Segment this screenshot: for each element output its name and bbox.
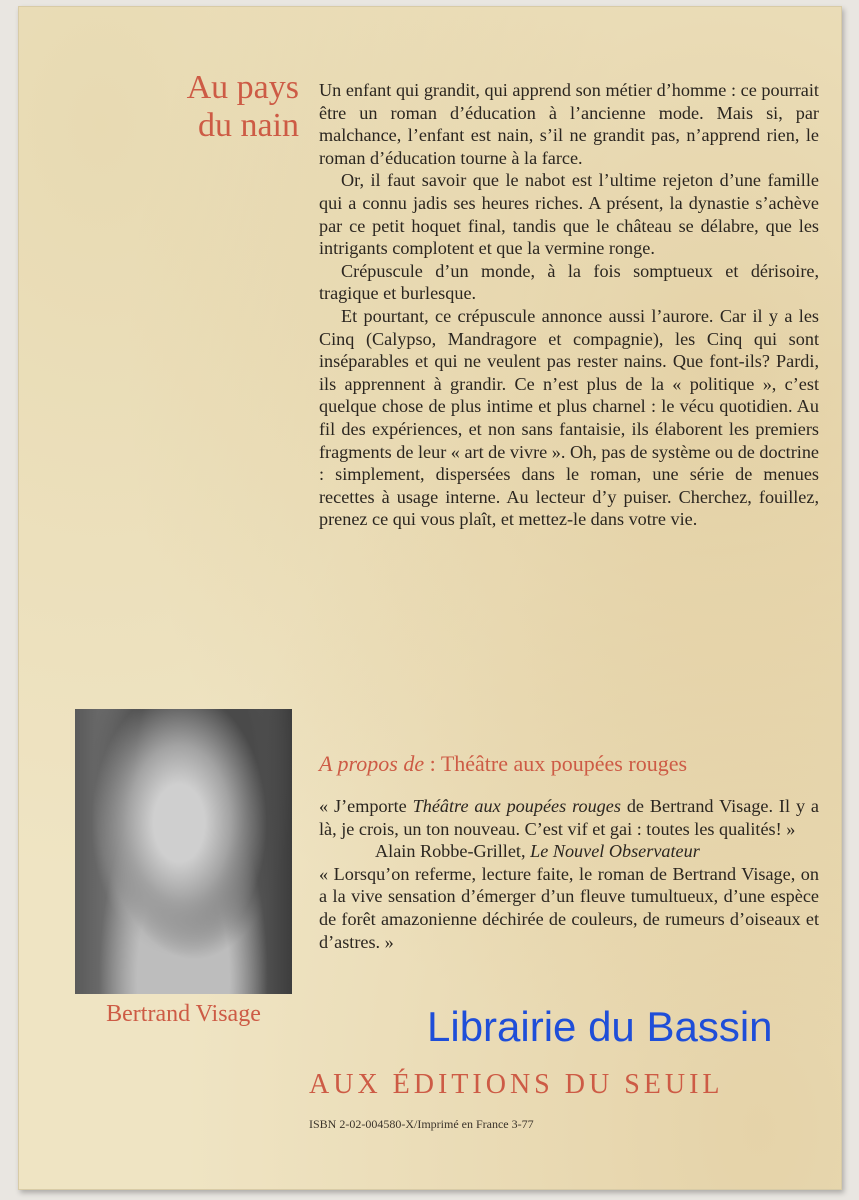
blurb-paragraph: Un enfant qui grandit, qui apprend son métier d’homme : ce pourrait être un roman d’éducation à l’ancienne mode. Mais si, par malchance, l’enfant est nain, s’il ne grandit pas, n’apprend rien, le roman d’éducation tourne à la farce. — [319, 80, 819, 168]
quote-1-source: Le Nouvel Observateur — [530, 841, 700, 862]
seller-watermark: Librairie du Bassin — [427, 1003, 773, 1050]
quote-1-book-title: Théâtre aux poupées rouges — [412, 796, 621, 816]
quote-1-author: Alain Robbe-Grillet, — [375, 841, 531, 862]
title-line-1: Au pays — [186, 69, 299, 106]
author-caption: Bertrand Visage — [106, 1001, 261, 1027]
publisher-name: AUX ÉDITIONS DU SEUIL — [309, 1069, 724, 1100]
press-quotes — [319, 795, 819, 953]
author-photo — [75, 709, 292, 994]
quote-1-attribution — [319, 840, 819, 863]
blurb-paragraph: Crépuscule d’un monde, à la fois somptueux et dérisoire, tragique et burlesque. — [319, 260, 819, 304]
book-back-cover — [18, 6, 842, 1190]
quote-1 — [319, 795, 819, 840]
quote-2: « Lorsqu’on referme, lecture faite, le roman de Bertrand Visage, on a la vive sensation d’émerger d’un fleuve tumultueux, d’une espèce de forêt amazonienne déchirée de couleurs, de rumeurs d’oiseaux et d’astres. » — [319, 863, 819, 952]
quote-1-start: « J’emporte — [319, 796, 413, 816]
blurb-paragraph: Or, il faut savoir que le nabot est l’ultime rejeton d’une famille qui a connu jadis ses heures riches. A présent, la dynastie s’achève par ce petit hoquet final, tandis que le château se délabre, que les intrigants complotent et que la vermine ronge. — [319, 170, 819, 259]
book-title — [139, 69, 299, 145]
apropos-separator: : — [429, 751, 441, 776]
apropos-label: A propos de — [319, 751, 425, 776]
apropos-heading — [319, 751, 819, 777]
blurb — [319, 79, 819, 531]
title-line-2: du nain — [197, 107, 299, 144]
isbn-line: ISBN 2-02-004580-X/Imprimé en France 3-77 — [309, 1117, 534, 1131]
blurb-paragraph: Et pourtant, ce crépuscule annonce aussi l’aurore. Car il y a les Cinq (Calypso, Mandragore et compagnie), les Cinq qui sont inséparables et qui ne veulent pas rester nains. Que font-ils? Pardi, ils apprennent à grandir. Ce n’est plus de la « politique », c’est quelque chose de plus intime et plus charnel : le vécu quotidien. Au fil des expériences, et non sans fantaisie, ils élaborent les premiers fragments de leur « art de vivre ». Oh, pas de système ou de doctrine : simplement, dispersées dans le roman, une série de menues recettes à usage interne. Au lecteur d’y puiser. Cherchez, fouillez, prenez ce qui vous plaît, et mettez-le dans votre vie. — [319, 305, 819, 530]
quote-1-end: de Bertrand Visage. Il y a là, je crois, un ton nouveau. C’est vif et gai : toutes les qualités! » — [319, 796, 820, 839]
apropos-title: Théâtre aux poupées rouges — [440, 751, 688, 776]
